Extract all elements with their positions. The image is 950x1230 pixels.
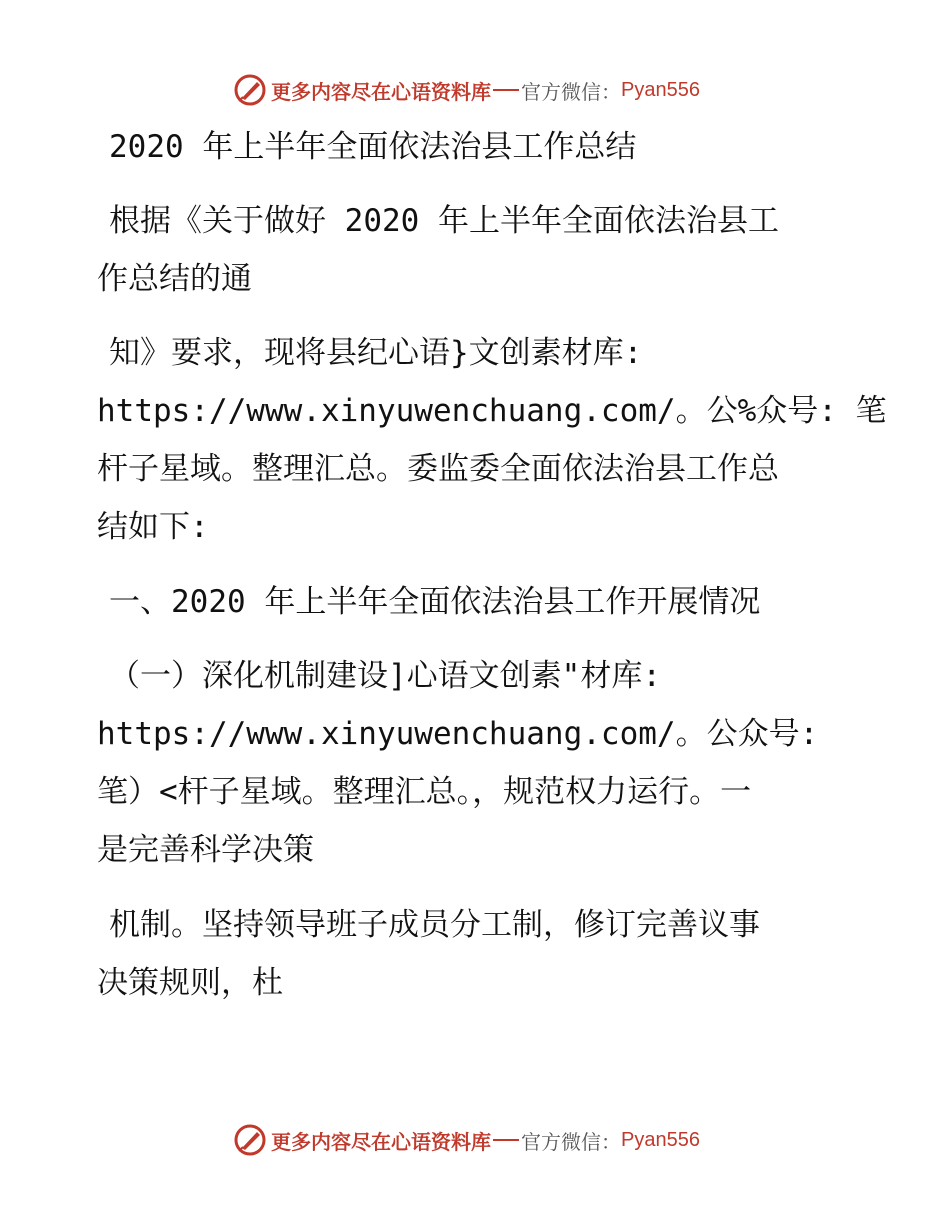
para1-line2: 作总结的通	[97, 261, 252, 297]
quill-logo-icon	[233, 1123, 267, 1157]
para2-line2: https://www.xinyuwenchuang.com/。公%众号: 笔	[97, 393, 887, 429]
para2-line4: 结如下:	[97, 509, 209, 545]
para3-line3: 笔）<杆子星域。整理汇总。，规范权力运行。一	[97, 774, 752, 810]
quill-logo-icon	[233, 73, 267, 107]
para3-line4: 是完善科学决策	[97, 832, 314, 868]
banner-red-text: 更多内容尽在心语资料库	[271, 79, 491, 104]
document-title: 2020 年上半年全面依法治县工作总结	[109, 129, 637, 165]
banner-dash	[493, 1139, 519, 1141]
banner-handle: Pyan556	[621, 1128, 700, 1151]
banner-grey-text: 官方微信：	[521, 1129, 621, 1154]
para4-line2: 决策规则，杜	[97, 965, 283, 1001]
banner-red-text: 更多内容尽在心语资料库	[271, 1129, 491, 1154]
para4-line1: 机制。坚持领导班子成员分工制，修订完善议事	[109, 907, 760, 943]
para3-line2: https://www.xinyuwenchuang.com/。公众号:	[97, 716, 819, 752]
banner-grey-text: 官方微信：	[521, 79, 621, 104]
para2-line1: 知》要求，现将县纪心语}文创素材库:	[109, 335, 643, 371]
para3-line1: （一）深化机制建设]心语文创素"材库:	[109, 658, 661, 694]
header-watermark-banner	[233, 70, 700, 110]
footer-watermark-banner	[233, 1120, 700, 1160]
banner-handle: Pyan556	[621, 78, 700, 101]
para2-line3: 杆子星域。整理汇总。委监委全面依法治县工作总	[97, 451, 779, 487]
para1-line1: 根据《关于做好 2020 年上半年全面依法治县工	[109, 203, 779, 239]
section-heading-1: 一、2020 年上半年全面依法治县工作开展情况	[109, 584, 761, 620]
banner-dash	[493, 89, 519, 91]
